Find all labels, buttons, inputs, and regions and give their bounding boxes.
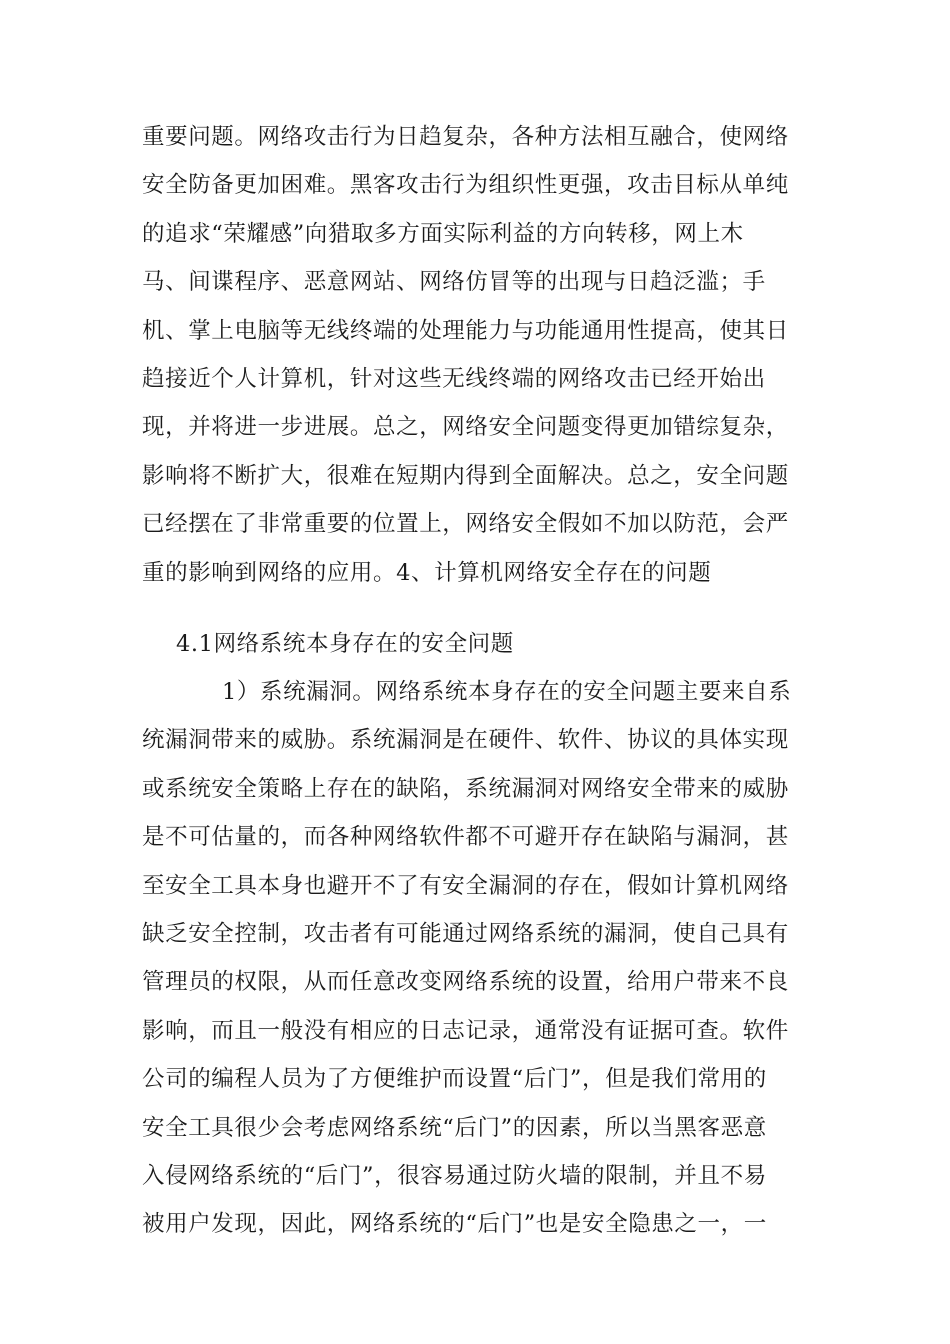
- paragraph-2: [142, 668, 818, 1249]
- paragraph-2-line: 统漏洞带来的威胁。系统漏洞是在硬件、软件、协议的具体实现: [142, 727, 789, 754]
- paragraph-1-line: 马、间谍程序、恶意网站、网络仿冒等的出现与日趋泛滥；手: [142, 269, 766, 296]
- paragraph-2-line: 或系统安全策略上存在的缺陷，系统漏洞对网络安全带来的威胁: [142, 775, 789, 802]
- paragraph-2-line: 至安全工具本身也避开不了有安全漏洞的存在，假如计算机网络: [142, 872, 789, 899]
- paragraph-1-line: 影响将不断扩大，很难在短期内得到全面解决。总之，安全问题: [142, 462, 789, 489]
- paragraph-1-line: 机、掌上电脑等无线终端的处理能力与功能通用性提高，使其日: [142, 317, 789, 344]
- paragraph-1: [142, 113, 818, 597]
- paragraph-2-line: 入侵网络系统的“后门”，很容易通过防火墙的限制，并且不易: [142, 1162, 767, 1189]
- paragraph-2-line: 公司的编程人员为了方便维护而设置“后门”，但是我们常用的: [142, 1066, 767, 1093]
- paragraph-2-line: 1）系统漏洞。网络系统本身存在的安全问题主要来自系: [222, 679, 792, 705]
- paragraph-1-line: 趋接近个人计算机，针对这些无线终端的网络攻击已经开始出: [142, 365, 766, 392]
- paragraph-2-line: 缺乏安全控制，攻击者有可能通过网络系统的漏洞，使自己具有: [142, 920, 789, 947]
- paragraph-1-line: 重的影响到网络的应用。4、计算机网络安全存在的问题: [142, 559, 712, 586]
- section-heading: [176, 620, 816, 668]
- paragraph-2-line: 被用户发现，因此，网络系统的“后门”也是安全隐患之一，一: [142, 1211, 767, 1238]
- section-heading-text: 4.1网络系统本身存在的安全问题: [176, 631, 514, 657]
- paragraph-1-line: 安全防备更加困难。黑客攻击行为组织性更强，攻击目标从单纯: [142, 172, 789, 199]
- paragraph-1-line: 重要问题。网络攻击行为日趋复杂，各种方法相互融合，使网络: [142, 124, 789, 150]
- paragraph-2-line: 安全工具很少会考虑网络系统“后门”的因素，所以当黑客恶意: [142, 1114, 767, 1141]
- paragraph-2-line: 管理员的权限，从而任意改变网络系统的设置，给用户带来不良: [142, 969, 789, 996]
- paragraph-1-line: 已经摆在了非常重要的位置上，网络安全假如不加以防范，会严: [142, 511, 789, 538]
- paragraph-2-line: 影响，而且一般没有相应的日志记录，通常没有证据可查。软件: [142, 1017, 789, 1044]
- paragraph-1-line: 现，并将进一步进展。总之，网络安全问题变得更加错综复杂，: [142, 414, 789, 441]
- paragraph-2-line: 是不可估量的，而各种网络软件都不可避开存在缺陷与漏洞，甚: [142, 824, 789, 851]
- paragraph-1-line: 的追求“荣耀感”向猎取多方面实际利益的方向转移，网上木: [142, 220, 744, 247]
